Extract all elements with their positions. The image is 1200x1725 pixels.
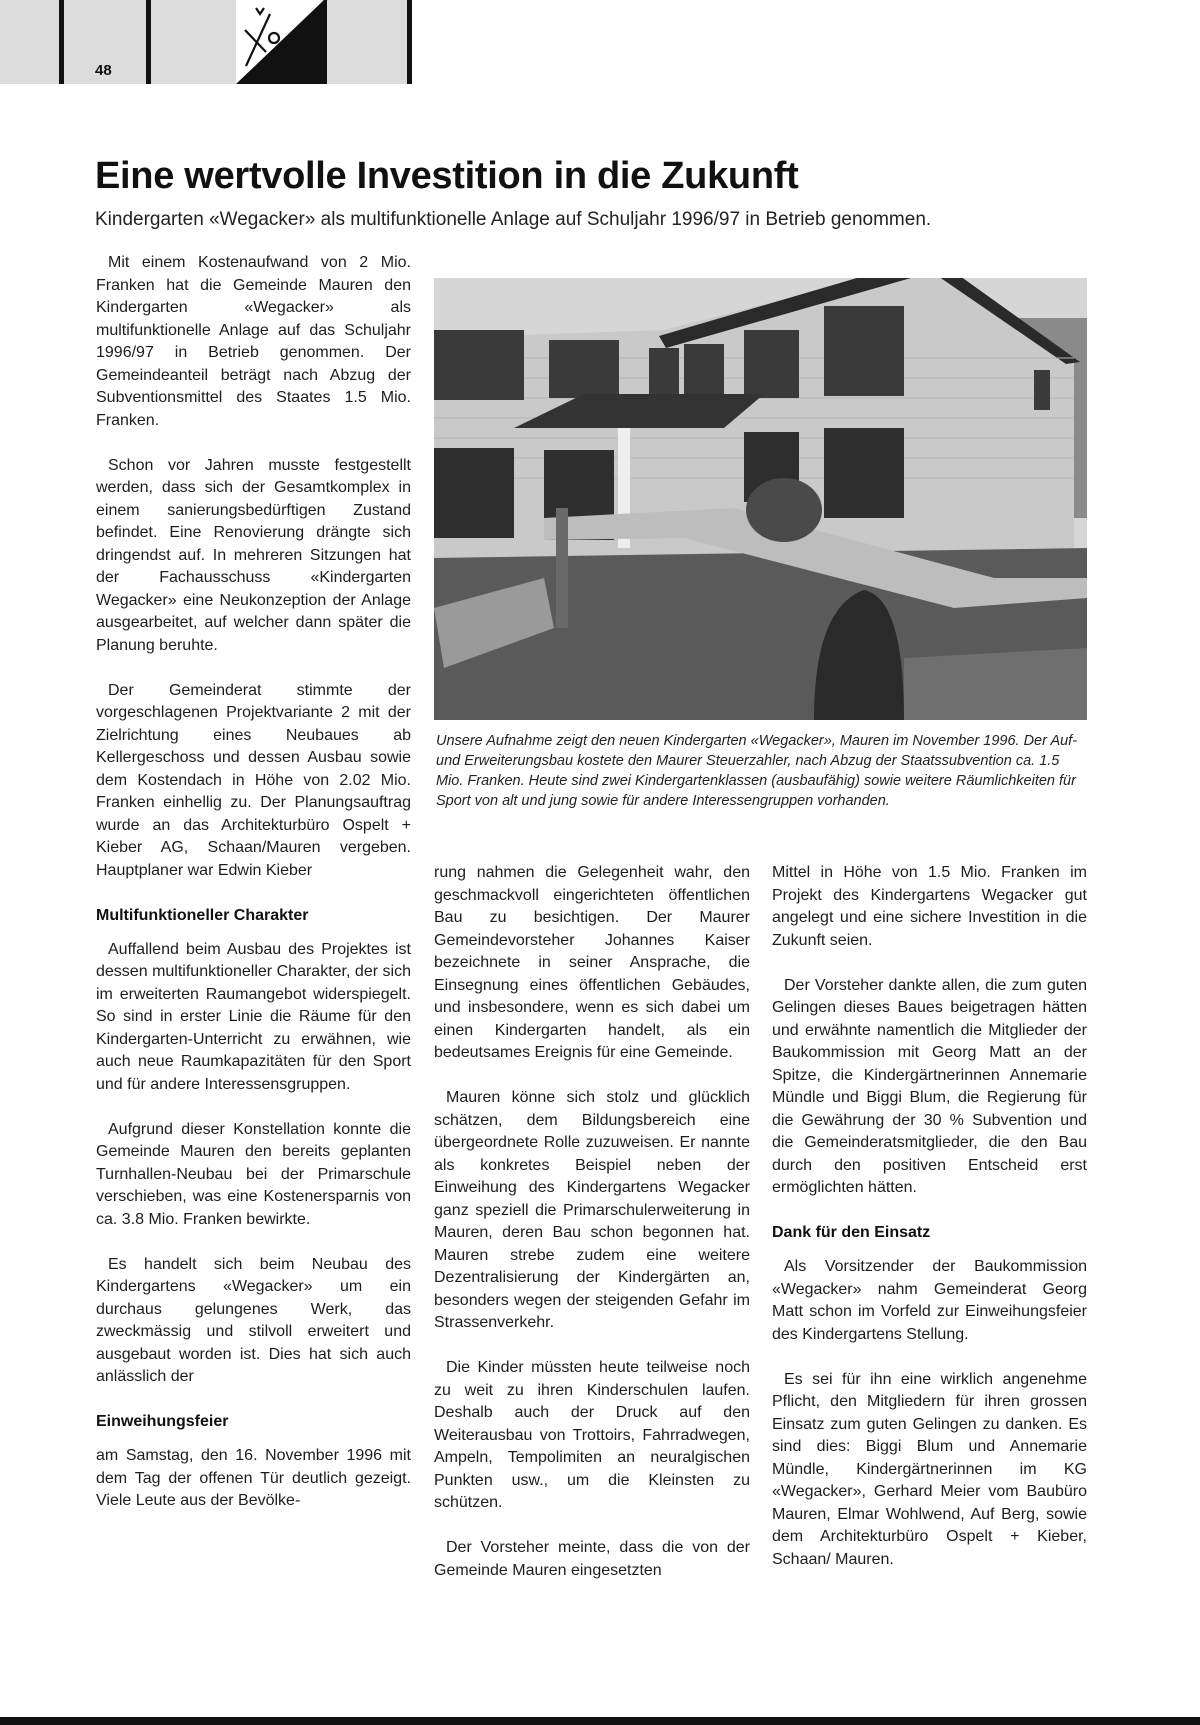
page-header-strip — [0, 0, 412, 84]
paragraph: Es handelt sich beim Neubau des Kindergartens «Wegacker» um ein durchaus gelungenes Werk, das zweckmässig und stilvoll erweitert und ausgebaut worden ist. Dies hat sich auch anlässlich der — [96, 1255, 411, 1385]
page-number: 48 — [95, 62, 112, 79]
section-heading: Dank für den Einsatz — [772, 1224, 931, 1241]
paragraph: am Samstag, den 16. November 1996 mit dem Tag der offenen Tür deutlich gezeigt. Viele Leute aus der Bevölke- — [96, 1447, 411, 1509]
paragraph: Aufgrund dieser Konstellation konnte die Gemeinde Mauren den bereits geplanten Turnhallen-Neubau bei der Primarschule verschieben, was eine Kostenersparnis von ca. 3.8 Mio. Franken bewirkte. — [96, 1120, 411, 1228]
paragraph: Der Gemeinderat stimmte der vorgeschlagenen Projektvariante 2 mit der Zielrichtung eines Neubaues ab Kellergeschoss und dessen Ausbau sowie dem Kostendach in Höhe von 2.02 Mio. Franken einhellig zu. Der Planungsauftrag wurde an das Architekturbüro Ospelt + Kieber AG, Schaan/Mauren vergeben. Hauptplaner war Edwin Kieber — [96, 681, 411, 879]
article-subtitle: Kindergarten «Wegacker» als multifunktionelle Anlage auf Schuljahr 1996/97 in Betrieb genommen. — [95, 209, 932, 230]
paragraph: Die Kinder müssten heute teilweise noch zu weit zu ihren Kinderschulen laufen. Deshalb auch der Druck auf den Weiterausbau von Trottoirs, Fahrradwegen, Ampeln, Tempolimiten an neuralgischen Punkten usw., um die Kleinsten zu schützen. — [434, 1359, 750, 1511]
photo-caption: Unsere Aufnahme zeigt den neuen Kindergarten «Wegacker», Mauren im November 1996. Der Auf- und Erweiterungsbau kostete den Maurer Steuerzahler, nach Abzug der Staatssubvention ca. 1.5 Mio. Franken. Heute sind zwei Kindergartenklassen (ausbaufähig) sowie weitere Räumlichkeiten für Sport von alt und jung sowie für andere Interessengruppen vorhanden. — [436, 733, 1078, 809]
header-divider — [146, 0, 151, 84]
article-column-2 — [434, 862, 750, 1605]
header-divider — [407, 0, 412, 84]
paragraph: Der Vorsteher meinte, dass die von der Gemeinde Mauren eingesetzten — [434, 1539, 750, 1579]
kindergarten-building-image — [434, 278, 1087, 720]
page-bottom-rule — [0, 1717, 1200, 1725]
paragraph: Mittel in Höhe von 1.5 Mio. Franken im Projekt des Kindergartens Wegacker gut angelegt und eine sichere Investition in die Zukunft seien. — [772, 864, 1087, 949]
article-column-1 — [96, 252, 411, 1535]
paragraph: rung nahmen die Gelegenheit wahr, den geschmackvoll eingerichteten öffentlichen Bau zu besichtigen. Der Maurer Gemeindevorsteher Johannes Kaiser bezeichnete in seiner Ansprache, die Einsegnung eines öffentlichen Gebäudes, und insbesondere, wenn es sich dabei um einen Kindergarten handelt, als ein bedeutsames Ereignis für eine Gemeinde. — [434, 864, 750, 1061]
paragraph: Mauren könne sich stolz und glücklich schätzen, dem Bildungsbereich eine übergeordnete Rolle zuzuweisen. Er nannte als konkretes Beispiel neben der Einweihung des Kindergartens Wegacker ganz speziell die Primarschulerweiterung in Mauren, deren Bau schon begonnen hat. Mauren strebe zudem eine weitere Dezentralisierung der Kindergärten an, besonders wegen der steigenden Gefahr im Strassenverkehr. — [434, 1089, 750, 1331]
article-title: Eine wertvolle Investition in die Zukunft — [95, 155, 799, 197]
kindergarten-photo — [434, 278, 1087, 720]
paragraph: Der Vorsteher dankte allen, die zum guten Gelingen dieses Baues beigetragen hätten und erwähnte namentlich die Mitglieder der Baukommission mit Georg Matt an der Spitze, die Kindergärtnerinnen Annemarie Mündle und Biggi Blum, die Regierung für die Gewährung der 30 % Subvention und die Gemeinderatsmitglieder, die den Bau durch den positiven Entscheid erst ermöglichten hätten. — [772, 976, 1087, 1196]
article-column-3 — [772, 862, 1087, 1594]
municipal-crest-icon — [236, 0, 324, 84]
paragraph: Schon vor Jahren musste festgestellt werden, dass sich der Gesamtkomplex in einem sanierungsbedürftigen Zustand befindet. Eine Renovierung drängte sich dringendst auf. In mehreren Sitzungen hat der Fachausschuss «Kindergarten Wegacker» eine Neukonzeption der Anlage ausgearbeitet, auf welcher dann später die Planung beruhte. — [96, 456, 411, 654]
section-heading: Einweihungsfeier — [96, 1413, 229, 1430]
section-heading: Multifunktioneller Charakter — [96, 906, 309, 924]
paragraph: Auffallend beim Ausbau des Projektes ist dessen multifunktioneller Charakter, der sich im erweiterten Raumangebot widerspiegelt. So sind in erster Linie die Räume für den Kindergarten-Unterricht zu erwähnen, wie auch neue Raumkapazitäten für den Sport und für andere Interessensgruppen. — [96, 940, 411, 1093]
header-divider — [59, 0, 64, 84]
paragraph: Mit einem Kostenaufwand von 2 Mio. Franken hat die Gemeinde Mauren den Kindergarten «Wegacker» als multifunktionelle Anlage auf das Schuljahr 1996/97 in Betrieb genommen. Der Gemeindeanteil beträgt nach Abzug der Subventionsmittel des Staates 1.5 Mio. Franken. — [96, 254, 411, 429]
paragraph: Als Vorsitzender der Baukommission «Wegacker» nahm Gemeinderat Georg Matt schon im Vorfeld zur Einweihungsfeier des Kindergartens Stellung. — [772, 1258, 1087, 1343]
paragraph: Es sei für ihn eine wirklich angenehme Pflicht, den Mitgliedern für ihren grossen Einsatz zum guten Gelingen zu danken. Es sind dies: Biggi Blum und Annemarie Mündle, Kindergärtnerinnen im KG «Wegacker», Gerhard Meier vom Baubüro Mauren, Elmar Wohlwend, Auf Berg, sowie dem Architekturbüro Ospelt + Kieber, Schaan/ Mauren. — [772, 1370, 1087, 1568]
